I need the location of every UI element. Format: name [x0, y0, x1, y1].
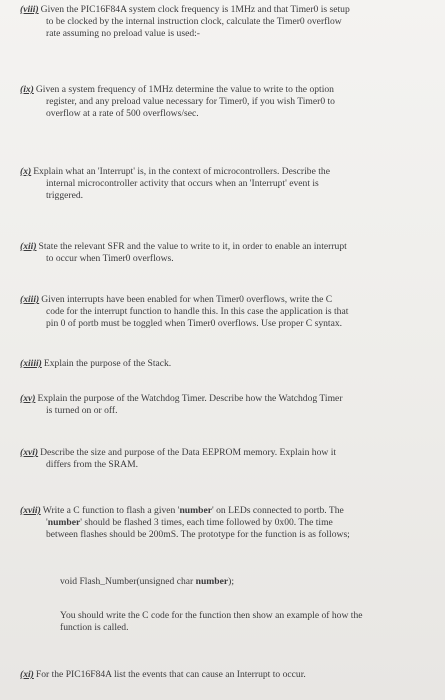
question-text: to be clocked by the internal instruction clock, calculate the Timer0 overflow [46, 16, 342, 27]
question-text: Given the PIC16F84A system clock frequency is 1MHz and that Timer0 is setup [40, 4, 350, 15]
question-number: (viii) [20, 4, 39, 15]
question-text: overflow at a rate of 500 overflows/sec. [46, 108, 199, 119]
instruction-paragraph [60, 610, 435, 634]
question-text: ' on LEDs connected to portb. The [211, 505, 344, 516]
question-number: (xvii) [20, 505, 41, 516]
bold-keyword: number [195, 576, 229, 587]
question-ix [20, 84, 425, 120]
question-text: rate assuming no preload value is used:- [46, 28, 200, 39]
question-text: Explain what an 'Interrupt' is, in the context of microcontrollers. Describe the [33, 166, 330, 177]
question-xiii [20, 294, 425, 330]
question-text: Explain the purpose of the Stack. [43, 358, 172, 369]
question-xvii [20, 505, 425, 541]
question-xvi [20, 447, 425, 471]
question-text: is turned on or off. [46, 405, 118, 416]
question-x [20, 166, 425, 202]
instruction-text: You should write the C code for the function then show an example of how the [60, 610, 363, 621]
question-text: Write a C function to flash a given ' [42, 505, 180, 516]
question-xiiii [20, 358, 425, 370]
question-number: (xii) [20, 241, 37, 252]
question-text: register, and any preload value necessary for Timer0, if you wish Timer0 to [46, 96, 335, 107]
question-number: (ix) [20, 84, 34, 95]
question-text: Explain the purpose of the Watchdog Timer. Describe how the Watchdog Timer [37, 393, 343, 404]
bold-keyword: number [47, 517, 81, 528]
question-text: to occur when Timer0 overflows. [46, 253, 174, 264]
bold-keyword: number [179, 505, 212, 516]
question-text: Given interrupts have been enabled for when Timer0 overflows, write the C [41, 294, 333, 305]
question-text: For the PIC16F84A list the events that can cause an Interrupt to occur. [35, 669, 306, 680]
question-text: Given a system frequency of 1MHz determine the value to write to the option [35, 84, 334, 95]
question-number: (xi) [20, 669, 34, 680]
question-number: (xv) [20, 393, 36, 404]
question-text: ' should be flashed 3 times, each time followed by 0x00. The time [80, 517, 333, 528]
question-text: triggered. [46, 190, 84, 201]
question-xi [20, 669, 425, 681]
question-viii [20, 4, 425, 40]
function-prototype [60, 576, 234, 588]
question-xii [20, 241, 425, 265]
question-text: differs from the SRAM. [46, 459, 139, 470]
question-number: (xiii) [20, 294, 40, 305]
prototype-text: void Flash_Number(unsigned char [60, 576, 196, 587]
prototype-text: ); [228, 576, 235, 587]
question-text: code for the interrupt function to handle this. In this case the application is that [46, 306, 349, 317]
question-text: ' [46, 517, 48, 528]
question-number: (xvi) [20, 447, 39, 458]
question-text: State the relevant SFR and the value to write to it, in order to enable an interrupt [38, 241, 347, 252]
question-text: pin 0 of portb must be toggled when Timer0 overflows. Use proper C syntax. [46, 318, 343, 329]
question-xv [20, 393, 425, 417]
question-number: (x) [20, 166, 32, 177]
question-number: (xiiii) [20, 358, 42, 369]
question-text: internal microcontroller activity that occurs when an 'Interrupt' event is [46, 178, 319, 189]
question-text: between flashes should be 200mS. The prototype for the function is as follows; [46, 529, 350, 540]
question-text: Describe the size and purpose of the Data EEPROM memory. Explain how it [40, 447, 337, 458]
instruction-text: function is called. [60, 622, 129, 633]
